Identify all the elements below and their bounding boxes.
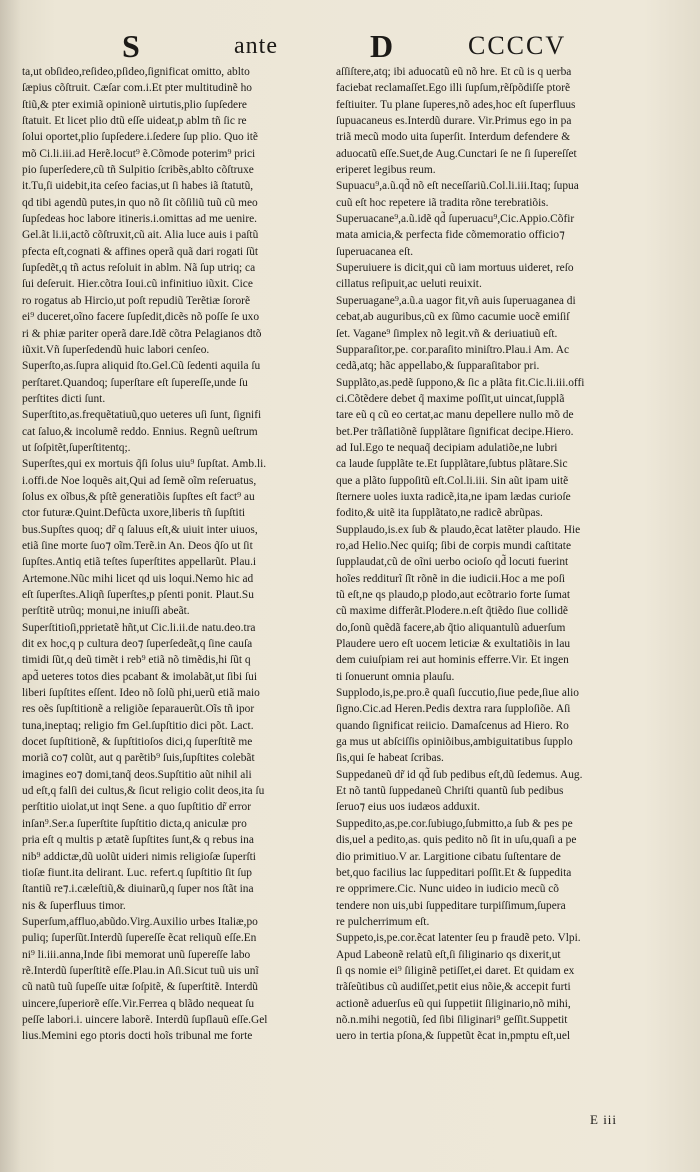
text-line: ſigno.Cic.ad Heren.Pedis dextra rara ſupploſiõe. Aſi <box>336 703 571 716</box>
text-line: perſtaret.Quandoq; ſuperſtare eſt ſupereſſe,unde ſu <box>22 376 248 389</box>
text-line: ſternere uoles iuxta radicẽ,ita,ne ipam lædas curioſe <box>336 490 571 503</box>
text-line: ca laude ſupplãte te.Et ſupplãtare,ſubtus plãtare.Sic <box>336 458 568 471</box>
text-line: aduocatũ eſſe.Suet,de Aug.Cunctari ſe ne ſi ſupereſſet <box>336 147 577 160</box>
text-line: Superſtes,qui ex mortuis q̃ſi ſolus uiu⁹ ſupſtat. Amb.li. <box>22 458 267 471</box>
text-line: Supplãto,as.pedẽ ſuppono,& ſic a plãta fit.Cic.li.iii.offi <box>336 376 585 389</box>
header-word: ante <box>234 33 278 59</box>
text-line: qd tibi agendũ putes,in quo nõ ſit cõſiliũ tuũ cũ meo <box>22 196 258 209</box>
text-line: tũ eſt,ne qs plaudo,p plodo,aut ecõtrario forte ſumat <box>336 589 571 601</box>
text-line: rẽ.Interdũ ſuperſtitẽ eſſe.Plau.in Aſi.Sicut tuũ uis unĩ <box>22 964 259 977</box>
text-line: etiã ſine morte ſuo⁊ oĩm.Terẽ.in An. Deos q̃ſo ut ſit <box>22 539 253 552</box>
text-line: ſupſtes.Antiq etiã teſtes ſuperſtites appellarũt. Plau.i <box>22 556 257 569</box>
text-line: Suppedito,as,pe.cor.ſubiugo,ſubmitto,a ſub & pes pe <box>336 817 573 830</box>
text-line: ni⁹ li.iii.anna,Inde ſibi memorat unũ ſupereſſe labo <box>22 948 251 961</box>
text-line: trãſeũtibus cũ audiſſet,petit eius nõie,& accepit furti <box>336 981 571 994</box>
text-line: uero in tertia pſona,& ſuppetũt ẽcat in,pmptu eſt,uel <box>336 1030 571 1043</box>
text-line: ut ſoſpitẽt,ſuperſtitentq;. <box>22 441 131 454</box>
text-line: Gel.ãt li.ii,actõ cõſtruxit,cũ ait. Alia luce auis i paſtũ <box>22 229 259 242</box>
text-line: ſeruo⁊ eius uos iudæos adduxit. <box>336 801 480 814</box>
text-line: uincere,ſuperiorẽ eſſe.Vir.Ferrea q blãdo nequeat ſu <box>22 997 255 1010</box>
text-line: it.Tu,ſi uidebit,ita ceſeo facias,ut ſi habes iã ſtatutũ, <box>22 180 254 193</box>
text-line: res oẽs ſupſtitionẽ a religiõe ſeparauerũt.Oĩs tñ ipor <box>22 703 255 716</box>
text-line: ſolui oportet,plio ſupſedere.i.ſedere ſup plio. Quo itẽ <box>22 131 258 144</box>
text-line: mata amicia,& perfecta fide cõmemoratio officio⁊ <box>336 229 565 242</box>
text-line: puliq; ſuperſũt.Interdũ ſupereſſe ẽcat reliquũ eſſe.En <box>22 932 257 945</box>
text-line: ſtatuit. Et licet plio dtũ eſſe uideat,p ablm tñ ſic re <box>22 115 247 128</box>
text-line: ſet. Vagane⁹ ſimplex nõ legit.vñ & deriuatiuũ eſt. <box>336 327 558 340</box>
text-line: cũ natũ tuũ ſupeſſe uitæ ſoſpitẽ, & ſuperſtitẽ. Interdũ <box>22 981 258 994</box>
text-line: timidi ſũt,q deũ timẽt i reb⁹ etiã nõ timẽdis,hi ſũt q <box>22 654 251 667</box>
text-line: ta,ut obſideo,reſideo,pſideo,ſignificat omitto, ablto <box>22 66 250 78</box>
text-line: perſtitẽ utrũq; monui,ne iniuſſi abeãt. <box>22 605 190 618</box>
text-line: Et nõ tantũ ſuppedaneũ Chriſti quantũ ſub pedibus <box>336 785 564 798</box>
text-line: Artemone.Nũc mihi licet qd uis loqui.Nemo hic ad <box>22 572 254 585</box>
text-line: ſupſedeas hoc labore itineris.i.omittas ad me uenire. <box>22 213 258 226</box>
text-line: Superſtitioſi,pprietatẽ hñt,ut Cic.li.ii.de natu.deo.tra <box>22 621 256 634</box>
text-line: ri & phiæ pariter operã dare.Idẽ cõtra Pelagianos dtõ <box>22 327 262 340</box>
text-line: cedã,atq; hãc appellabo,& ſupparaſitabor pri. <box>336 360 540 373</box>
text-line: ſi qs nomie ei⁹ ſiliginẽ petiſſet,ei daret. Et quidam ex <box>336 964 575 977</box>
text-line: ſolus ex oĩbus,& pſtẽ generatiõis ſupſtes eſt fact⁹ au <box>22 490 255 503</box>
text-line: bus.Supſtes quoq; dr̃ q ſaluus eſt,& uiuit inter uiuos, <box>22 523 258 536</box>
text-line: ro rogatus ab Hircio,ut poſt repudiũ Terẽtiæ ſororẽ <box>22 294 251 307</box>
text-line: Suppeto,is,pe.cor.ẽcat latenter ſeu p fraudẽ peto. Vlpi. <box>336 932 581 945</box>
text-line: cillatus reſipuit,ac ueluti reuixit. <box>336 278 482 291</box>
folio-number: CCCCV <box>468 31 567 60</box>
text-line: nib⁹ addictæ,dũ uolũt uideri nimis religioſæ ſuperſti <box>22 850 256 863</box>
text-line: eriperet legibus reum. <box>336 164 436 177</box>
text-line: Superſum,affluo,abũdo.Virg.Auxilio urbes Italiæ,po <box>22 915 258 928</box>
text-line: Superſtito,as.frequẽtatiuũ,quo ueteres uſi ſunt, ſignifi <box>22 409 262 422</box>
text-line: nis & ſuperfluus timor. <box>22 899 126 912</box>
text-line: nõ.n.mihi negotiũ, ſed ſibi ſiliginari⁹ geſſit.Suppetit <box>336 1013 568 1026</box>
text-line: Supuacu⁹,a.ũ.qd̃ nõ eſt neceſſariũ.Col.li.iii.Itaq; ſupua <box>336 180 579 193</box>
left-text-column <box>22 64 334 1045</box>
text-line: Superuiuere is dicit,qui cũ iam mortuus uideret, reſo <box>336 262 574 275</box>
text-line: apd̃ ueteres totos dies pcabant & imolabãt,ut ſibi ſui <box>22 670 258 683</box>
text-line: do,ſonũ quẽdã facere,ab q̃tio aliquantulũ aduerſum <box>336 621 566 634</box>
text-line: tuna,ineptaq; religio fm Gel.ſupſtitio dici põt. Lact. <box>22 719 254 732</box>
text-line: actionẽ aduerſus eũ qui ſuppetiit ſiliginario,nõ mihi, <box>336 997 571 1010</box>
text-line: perſtites dicti ſunt. <box>22 392 106 405</box>
text-line: pio ſuperſedere,cũ tñ Sulpitio ſcribẽs,ablto cõſtruxe <box>22 164 254 177</box>
text-line: cebat,ab auguribus,cũ ex ſũmo cacumie uocẽ emiſiſ <box>336 311 570 324</box>
text-line: feſtiuiter. Tu plane ſuperes,nõ ades,hoc eſt ſuperfluus <box>336 98 576 111</box>
text-line: Apud Labeonẽ relatũ eſt,ſi ſiliginario qs dixerit,ut <box>336 948 561 961</box>
text-line: liberi ſupſtites eſſent. Ideo nõ ſolũ phi,uerũ etiã maio <box>22 687 260 700</box>
text-line: faciebat reclamaſſet.Ego illi ſupſum,rẽſpõdiſſe ptorẽ <box>336 82 571 95</box>
text-line: dit ex hoc,q p cultura deo⁊ ſuperſedeãt,q ſine cauſa <box>22 638 253 651</box>
text-line: re opprimere.Cic. Nunc uideo in iudicio mecũ cõ <box>336 883 559 896</box>
text-line: ſis,qui ſe habeat ſcribas. <box>336 752 444 765</box>
text-line: cuũ eſt hoc repetere iã tradita rõne terebratiõis. <box>336 196 549 209</box>
text-line: pria eſt q multis p ætatẽ ſupſtites ſunt,& q rebus ina <box>22 834 254 847</box>
text-line: ci.Cõtẽdere debet q̃ maxime poſſit,ut uincat,ſupplã <box>336 392 565 405</box>
text-line: eſt ſuperſtes.Aliqñ ſuperſtes,p pſenti ponit. Plaut.Su <box>22 589 254 601</box>
text-line: ſæpius cõſtruit. Cæſar com.i.Et pter multitudinẽ ho <box>22 82 253 95</box>
text-line: Superuagane⁹,a.ũ.a uagor fit,vñ auis ſuperuaganea di <box>336 294 576 307</box>
text-line: hoĩes redditurĩ ſĩt rõnẽ in die iudicii.Hoc a me poſi <box>336 572 566 585</box>
text-line: Supparaſitor,pe. cor.paraſito miniſtro.Plau.i Am. Ac <box>336 343 570 356</box>
text-line: ga mus ut abſciſſis opiniõibus,ambiguitatibus ſupplo <box>336 736 573 749</box>
text-line: ſupſedẽt,q tñ actus reſoluit in ablm. Nã ſup utriq; ca <box>22 262 256 275</box>
text-line: ad Iul.Ego te nequaq̃ decipiam adulatiõe,ne lubri <box>336 441 558 454</box>
text-line: Superuacane⁹,a.ũ.idẽ qd̃ ſuperuacu⁹,Cic.Appio.Cõfir <box>336 213 575 226</box>
text-line: moriã co⁊ colũt, aut q parẽtib⁹ ſuis,ſupſtites colebãt <box>22 752 255 765</box>
text-line: quando ſignificat reiicio. Damaſcenus ad Hiero. Ro <box>336 719 569 732</box>
text-line: peſſe labori.i. uincere laborẽ. Interdũ ſupſlauũ eſſe.Gel <box>22 1013 268 1026</box>
text-line: inſan⁹.Ser.a ſuperſtite ſupſtitio dicta,q aniculæ pro <box>22 817 247 830</box>
text-line: Plaudere uero eſt uocem leticiæ & exultatiõis in lau <box>336 638 571 651</box>
text-line: ſuperuacanea eſt. <box>336 245 414 258</box>
text-line: iũxit.Vñ ſuperſedendũ huic labori cenſeo. <box>22 343 210 356</box>
text-line: re pulcherrimum eſt. <box>336 915 430 928</box>
text-line: perſtitio uiolat,ut inqt Sene. a quo ſupſtitio dr̃ error <box>22 801 252 814</box>
text-line: ctor futuræ.Quint.Defũcta uxore,liberis tñ ſupſtiti <box>22 507 246 520</box>
text-line: ud eſt,q falſi dei cultus,& ſicut religio colit deos,ita ſu <box>22 785 265 798</box>
right-text-column <box>336 64 676 1045</box>
text-line: i.offi.de Noe loquẽs ait,Qui ad ſemẽ oĩm reſeruatus, <box>22 474 257 487</box>
text-line: dis,uel a pedito,as. quis pedito nõ ſit in uſu,quaſi a pe <box>336 834 577 847</box>
text-line: imagines eo⁊ domi,tanq̃ deos.Supſtitio aũt nihil ali <box>22 768 252 781</box>
header-initial-d: D <box>370 28 395 64</box>
text-line: que a plãto ſuppoſitũ eſt.Col.li.iii. Sin aũt ipam uitẽ <box>336 474 569 487</box>
text-line: Suppedaneũ dr̃ id qd̃ ſub pedibus eſt,dũ ſedemus. Aug. <box>336 768 583 781</box>
text-line: ſui deſeruit. Hier.cõtra Ioui.cũ infinitiuo iũxit. Cice <box>22 278 253 291</box>
text-line: dem cuiuſpiam rei aut hominis efferre.Vir. Et ingen <box>336 654 569 667</box>
text-line: docet ſupſtitionẽ, & ſupſtitioſos dici,q ſuperſtitẽ me <box>22 736 253 749</box>
text-line: ro,ad Helio.Nec quiſq; ſibi de corpis mundi caſtitate <box>336 539 572 552</box>
text-line: ti ſonuerunt omnia plauſu. <box>336 670 455 683</box>
text-line: Supplodo,is,pe.pro.ẽ quaſi ſuccutio,ſiue pede,ſiue alio <box>336 687 579 700</box>
text-line: Supplaudo,is.ex ſub & plaudo,ẽcat latẽter plaudo. Hie <box>336 523 581 536</box>
text-line: bet,quo facilius lac ſuppeditari poſſit.Et & ſuppedita <box>336 866 572 879</box>
text-line: tioſæ fiunt.ita delirant. Luc. refert.q ſupſtitio ſit ſup <box>22 866 252 879</box>
text-line: cat ſaluo,& incolumẽ reddo. Ennius. Regnũ ueſtrum <box>22 425 258 438</box>
header-initial-s: S <box>122 28 141 64</box>
text-line: cũ maxime differãt.Plodere.n.eſt q̃tiẽdo ſiue collidẽ <box>336 605 568 618</box>
text-line: fodito,& uitẽ ita ſupplãtato,ne radicẽ abrũpas. <box>336 507 543 520</box>
text-line: ſtiũ,& pter eximiã opinionẽ uirtutis,plio ſupſedere <box>22 98 247 111</box>
text-line: ſupuacaneus es.Interdũ durare. Vir.Primus ego in pa <box>336 115 572 128</box>
text-line: ſupplaudat,cũ de oĩni uerbo ocioſo qd̃ locuti fuerint <box>336 556 569 569</box>
text-line: pfecta eſt,cognati & affines operã quã dari rogati ſũt <box>22 245 259 258</box>
text-line: Superſto,as.ſupra aliquid ſto.Gel.Cũ ſedenti aquila ſu <box>22 360 261 373</box>
text-line: tare eũ q cũ eo certat,ac manu depellere nullo mõ de <box>336 409 574 422</box>
text-line: mõ Ci.li.iii.ad Herẽ.locut⁹ ẽ.Cõmode poterim⁹ prici <box>22 147 256 160</box>
text-line: bet.Per trãſlatiõnẽ ſupplãtare ſignificat decipe.Hiero. <box>336 425 574 438</box>
text-line: ei⁹ duceret,oĩno facere ſupſedit,dicẽs nõ poſſe ſe uxo <box>22 311 260 324</box>
text-line: tendere non uis,ubi ſuppeditare turpiſſimum,ſupera <box>336 899 566 912</box>
text-line: dio primitiuo.V ar. Largitione cibatu ſuſtentare de <box>336 850 561 863</box>
text-line: triã mecũ modo uita ſuperſit. Interdum defendere & <box>336 131 571 144</box>
text-line: aſſiſtere,atq; ibi aduocatũ eũ nõ hre. Et cũ is q uerba <box>336 66 572 78</box>
signature-mark: E iii <box>590 1112 618 1127</box>
text-line: ſtantiũ re⁊.i.cæleſtiũ,& diuinarũ,q ſuper nos ſtãt ina <box>22 883 254 896</box>
text-line: lius.Memini ego ptoris docti hoĩs tribunal me forte <box>22 1030 253 1043</box>
